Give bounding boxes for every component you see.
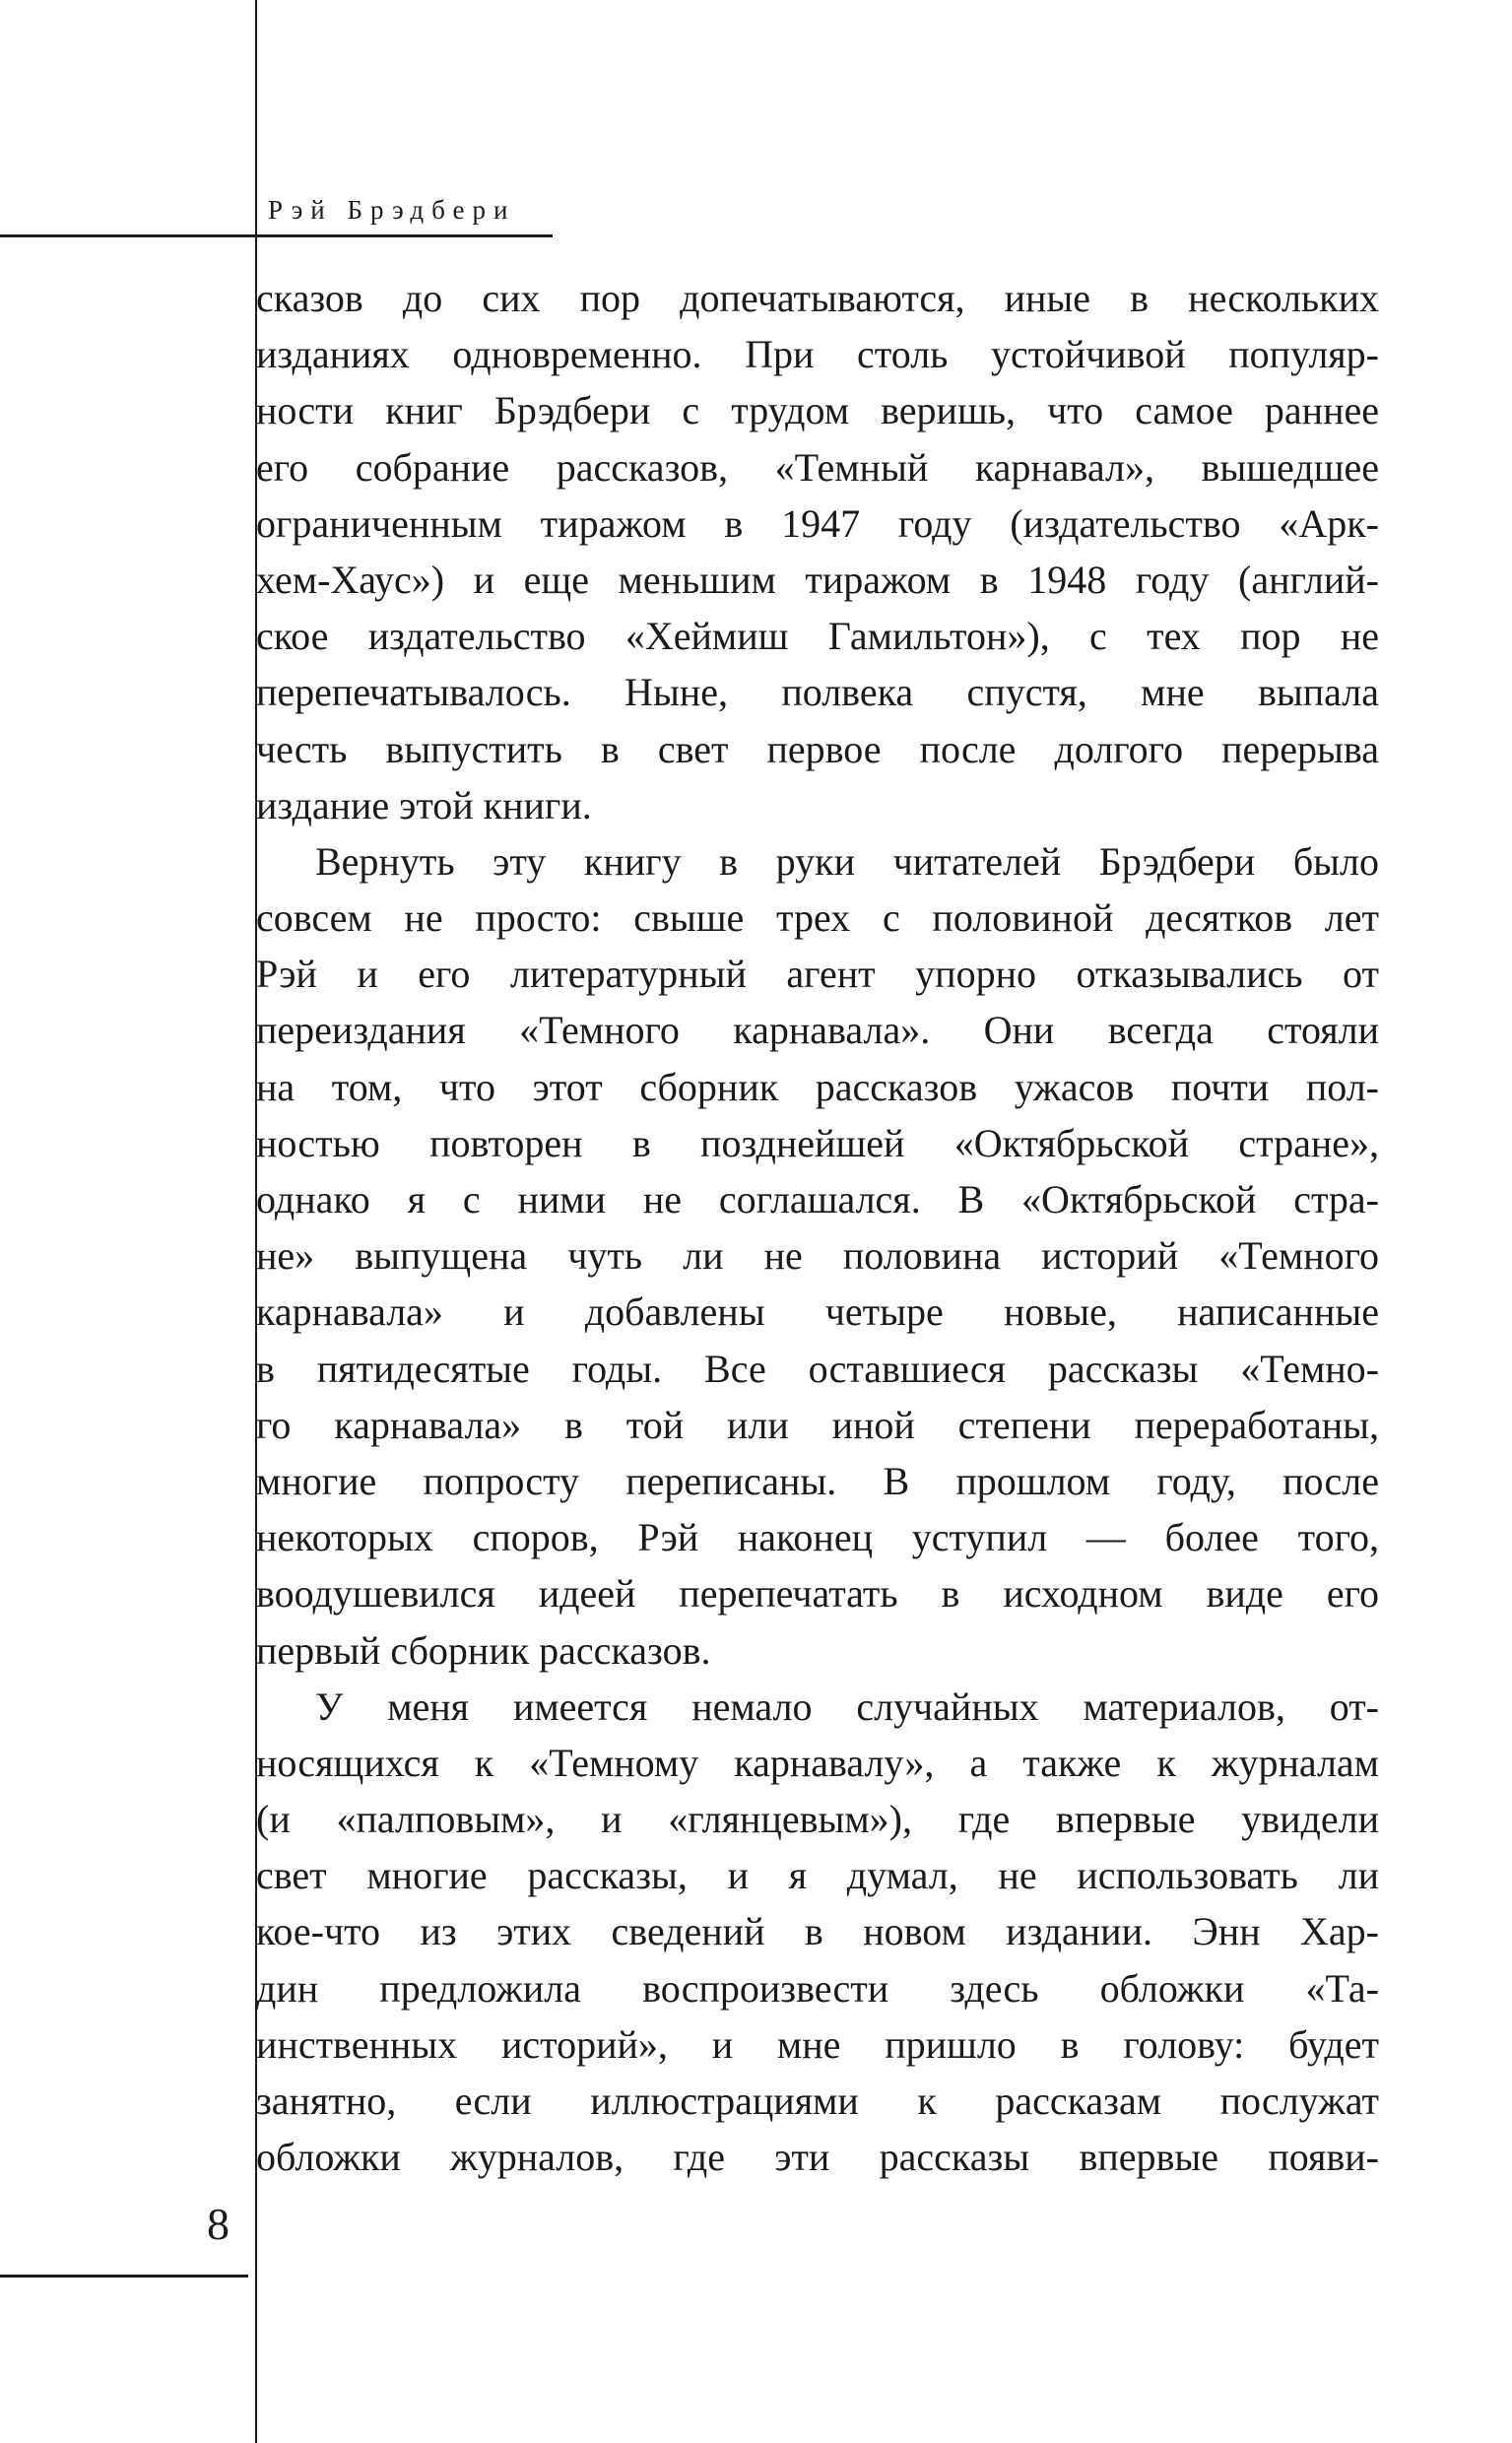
text-line: занятно, если иллюстрациями к рассказам послужат (256, 2079, 1379, 2123)
text-line: изданиях одновременно. При столь устойчивой популяр- (256, 332, 1379, 377)
footer-rule (0, 2275, 248, 2278)
text-line: ностью повторен в позднейшей «Октябрьской стране», (256, 1120, 1379, 1165)
text-line: совсем не просто: свыше трех с половиной десятков лет (256, 895, 1379, 941)
text-line: однако я с ними не соглашался. В «Октябрьской стра- (256, 1177, 1379, 1222)
text-line: инственных историй», и мне пришло в голову: будет (256, 2021, 1379, 2067)
running-head: Рэй Брэдбери (268, 195, 516, 225)
text-line: свет многие рассказы, и я думал, не использовать ли (256, 1853, 1379, 1898)
text-line: Вернуть эту книгу в руки читателей Брэдбери было (315, 838, 1379, 884)
text-line: Рэй и его литературный агент упорно отказывались от (256, 952, 1379, 997)
text-line: хем-Хаус») и еще меньшим тиражом в 1948 году (англий- (256, 557, 1379, 602)
text-line: первый сборник рассказов. (256, 1627, 711, 1673)
text-line: воодушевился идеей перепечатать в исходном виде его (256, 1571, 1379, 1617)
text-line: обложки журналов, где эти рассказы впервые появи- (256, 2135, 1379, 2180)
text-line: перепечатывалось. Ныне, полвека спустя, мне выпала (256, 670, 1379, 715)
text-line: го карнавала» в той или иной степени переработаны, (256, 1402, 1379, 1447)
header-rule (0, 234, 553, 237)
text-line: переиздания «Темного карнавала». Они всегда стояли (256, 1008, 1379, 1053)
text-line: носящихся к «Темному карнавалу», а также к журналам (256, 1740, 1379, 1785)
text-line: на том, что этот сборник рассказов ужасов почти пол- (256, 1064, 1379, 1109)
text-line: некоторых споров, Рэй наконец уступил — более того, (256, 1515, 1379, 1560)
text-line: У меня имеется немало случайных материалов, от- (315, 1684, 1379, 1729)
text-line: дин предложила воспроизвести здесь обложки «Та- (256, 1965, 1379, 2011)
text-line: сказов до сих пор допечатываются, иные в нескольких (256, 276, 1379, 320)
text-line: ности книг Брэдбери с трудом веришь, что самое раннее (256, 388, 1379, 433)
text-line: карнавала» и добавлены четыре новые, написанные (256, 1289, 1379, 1335)
text-line: издание этой книги. (256, 782, 592, 827)
page-number: 8 (207, 2199, 230, 2249)
text-line: кое-что из этих сведений в новом издании. Энн Хар- (256, 1909, 1379, 1954)
text-line: не» выпущена чуть ли не половина историй «Темного (256, 1233, 1379, 1279)
text-line: ское издательство «Хеймиш Гамильтон»), с тех пор не (256, 614, 1379, 659)
text-line: честь выпустить в свет первое после долгого перерыва (256, 726, 1379, 771)
text-line: ограниченным тиражом в 1947 году (издательство «Арк- (256, 500, 1379, 546)
text-line: (и «палповым», и «глянцевым»), где впервые увидели (256, 1797, 1379, 1842)
text-line: в пятидесятые годы. Все оставшиеся рассказы «Темно- (256, 1346, 1379, 1391)
text-line: его собрание рассказов, «Темный карнавал», вышедшее (256, 444, 1379, 490)
text-line: многие попросту переписаны. В прошлом году, после (256, 1458, 1379, 1503)
body-text (256, 270, 1379, 2185)
